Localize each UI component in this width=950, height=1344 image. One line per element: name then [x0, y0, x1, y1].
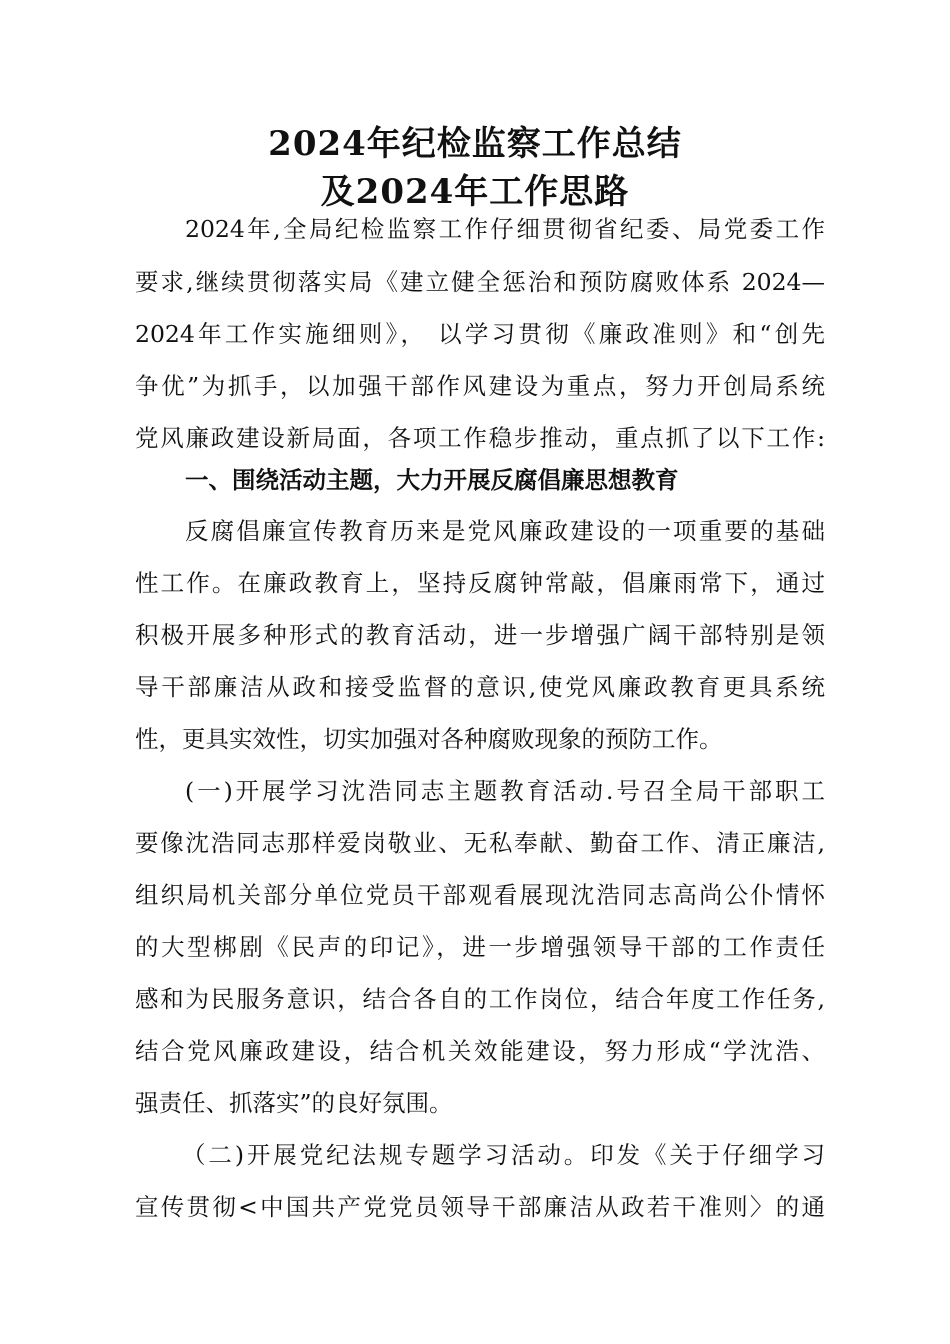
- intro-line: 2024年,全局纪检监察工作仔细贯彻省纪委、局党委工作: [185, 215, 825, 243]
- item1-line: 感和为民服务意识，结合各自的工作岗位，结合年度工作任务,: [135, 985, 825, 1013]
- section1-line: 性工作。在廉政教育上，坚持反腐钟常敲，倡廉雨常下，通过: [135, 569, 825, 597]
- section1-line: 导干部廉洁从政和接受监督的意识,使党风廉政教育更具系统: [135, 673, 825, 701]
- item1-line: (一)开展学习沈浩同志主题教育活动.号召全局干部职工: [185, 777, 825, 805]
- intro-line: 要求,继续贯彻落实局《建立健全惩治和预防腐败体系 2024—: [135, 268, 825, 296]
- intro-line: 争优”为抓手，以加强干部作风建设为重点，努力开创局系统: [135, 372, 825, 400]
- section-heading: 一、围绕活动主题，大力开展反腐倡廉思想教育: [185, 466, 679, 494]
- section1-line: 反腐倡廉宣传教育历来是党风廉政建设的一项重要的基础: [185, 517, 825, 545]
- intro-line: 2024年工作实施细则》， 以学习贯彻《廉政准则》和“创先: [135, 320, 825, 348]
- section1-line: 积极开展多种形式的教育活动，进一步增强广阔干部特别是领: [135, 621, 825, 649]
- item1-line: 结合党风廉政建设，结合机关效能建设，努力形成“学沈浩、: [135, 1037, 825, 1065]
- item1-line: 要像沈浩同志那样爱岗敬业、无私奉献、勤奋工作、清正廉洁,: [135, 829, 825, 857]
- item2-line: 宣传贯彻<中国共产党党员领导干部廉洁从政若干准则〉的通: [135, 1193, 825, 1221]
- section1-line: 性，更具实效性，切实加强对各种腐败现象的预防工作。: [135, 725, 723, 753]
- document-title-line-1: 2024年纪检监察工作总结: [268, 124, 682, 164]
- item1-line: 组织局机关部分单位党员干部观看展现沈浩同志高尚公仆情怀: [135, 881, 825, 909]
- document-title-line-2: 及2024年工作思路: [320, 172, 630, 212]
- intro-line: 党风廉政建设新局面，各项工作稳步推动，重点抓了以下工作:: [135, 424, 825, 452]
- item2-line: （二)开展党纪法规专题学习活动。印发《关于仔细学习: [182, 1141, 825, 1169]
- item1-line: 的大型梆剧《民声的印记》，进一步增强领导干部的工作责任: [135, 933, 825, 961]
- item1-line: 强责任、抓落实”的良好氛围。: [135, 1089, 453, 1117]
